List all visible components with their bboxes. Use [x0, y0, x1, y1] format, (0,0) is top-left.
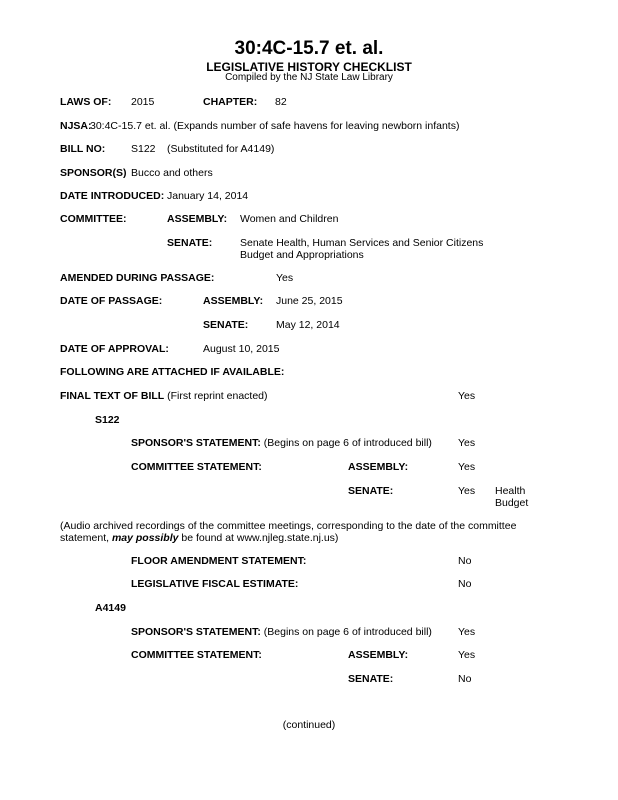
sponsors-label: SPONSOR(S)	[60, 167, 127, 179]
approval-value: August 10, 2015	[203, 343, 280, 355]
amended-value: Yes	[276, 272, 294, 284]
floor-amendment-label: FLOOR AMENDMENT STATEMENT:	[131, 555, 307, 567]
bill-no-value: S122	[131, 143, 156, 155]
passage-assembly-value: June 25, 2015	[276, 295, 343, 307]
fiscal-estimate-label: LEGISLATIVE FISCAL ESTIMATE:	[131, 578, 299, 590]
s122-assembly-value: Yes	[458, 461, 476, 473]
audio-note-emphasis: may possibly	[111, 532, 179, 544]
passage-senate-label: SENATE:	[203, 319, 249, 331]
committee-senate-value-1: Senate Health, Human Services and Senior Citizens	[240, 237, 484, 249]
a4149-sponsor-label: SPONSOR'S STATEMENT:	[131, 626, 261, 638]
passage-label: DATE OF PASSAGE:	[60, 295, 163, 307]
continued-footer: (continued)	[282, 719, 336, 731]
a4149-assembly-label: ASSEMBLY:	[348, 649, 409, 661]
final-text-line	[60, 390, 268, 402]
committee-assembly-value: Women and Children	[240, 213, 339, 225]
sponsors-value: Bucco and others	[131, 167, 213, 179]
s122-assembly-label: ASSEMBLY:	[348, 461, 409, 473]
page-subtitle: LEGISLATIVE HISTORY CHECKLIST	[206, 60, 412, 74]
a4149-sponsor-value: Yes	[458, 626, 476, 638]
chapter-value: 82	[275, 96, 287, 108]
laws-of-value: 2015	[131, 96, 155, 108]
bill-no-note: (Substituted for A4149)	[167, 143, 275, 155]
s122-sponsor-line	[131, 437, 432, 449]
a4149-committee-label: COMMITTEE STATEMENT:	[131, 649, 262, 661]
s122-sponsor-value: Yes	[458, 437, 476, 449]
passage-assembly-label: ASSEMBLY:	[203, 295, 264, 307]
final-text-value: Yes	[458, 390, 476, 402]
a4149-heading: A4149	[95, 602, 126, 614]
s122-senate-label: SENATE:	[348, 485, 394, 497]
s122-sponsor-label: SPONSOR'S STATEMENT:	[131, 437, 261, 449]
compiled-by: Compiled by the NJ State Law Library	[225, 72, 393, 83]
amended-label: AMENDED DURING PASSAGE:	[60, 272, 215, 284]
passage-senate-value: May 12, 2014	[276, 319, 340, 331]
final-text-note: (First reprint enacted)	[164, 390, 268, 402]
a4149-senate-value: No	[458, 673, 472, 685]
a4149-sponsor-note: (Begins on page 6 of introduced bill)	[260, 626, 432, 638]
committee-senate-value-2: Budget and Appropriations	[240, 249, 364, 261]
a4149-senate-label: SENATE:	[348, 673, 394, 685]
approval-label: DATE OF APPROVAL:	[60, 343, 169, 355]
s122-senate-note-2: Budget	[495, 497, 529, 509]
floor-amendment-value: No	[458, 555, 472, 567]
committee-label: COMMITTEE:	[60, 213, 127, 225]
audio-note	[60, 520, 558, 544]
laws-of-label: LAWS OF:	[60, 96, 112, 108]
s122-senate-note-1: Health	[495, 485, 526, 497]
fiscal-estimate-value: No	[458, 578, 472, 590]
committee-assembly-label: ASSEMBLY:	[167, 213, 228, 225]
chapter-label: CHAPTER:	[203, 96, 258, 108]
bill-no-label: BILL NO:	[60, 143, 106, 155]
page-title: 30:4C-15.7 et. al.	[234, 38, 384, 59]
date-introduced-value: January 14, 2014	[167, 190, 249, 202]
s122-senate-value: Yes	[458, 485, 476, 497]
s122-sponsor-note: (Begins on page 6 of introduced bill)	[260, 437, 432, 449]
following-heading: FOLLOWING ARE ATTACHED IF AVAILABLE:	[60, 366, 285, 378]
s122-committee-label: COMMITTEE STATEMENT:	[131, 461, 262, 473]
a4149-assembly-value: Yes	[458, 649, 476, 661]
audio-note-after: be found at www.njleg.state.nj.us)	[178, 532, 339, 544]
final-text-label: FINAL TEXT OF BILL	[60, 390, 165, 402]
audio-note-before: (Audio archived recordings of the committee meetings, corresponding to the date of the committee statement,	[60, 520, 517, 544]
a4149-sponsor-line	[131, 626, 432, 638]
njsa-value: 30:4C-15.7 et. al. (Expands number of safe havens for leaving newborn infants)	[90, 120, 460, 132]
s122-heading: S122	[95, 414, 120, 426]
njsa-label: NJSA:	[60, 120, 92, 132]
date-introduced-label: DATE INTRODUCED:	[60, 190, 165, 202]
committee-senate-label: SENATE:	[167, 237, 213, 249]
